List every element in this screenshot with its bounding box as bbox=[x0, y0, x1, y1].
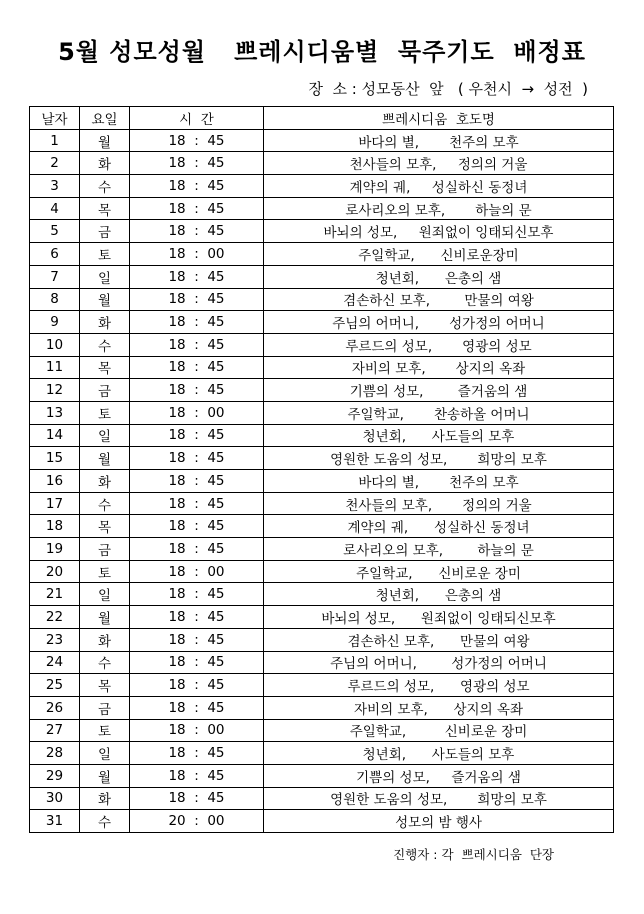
cell-date: 1 bbox=[30, 129, 80, 152]
cell-date: 14 bbox=[30, 424, 80, 447]
table-row bbox=[30, 197, 614, 220]
cell-day: 월 bbox=[80, 129, 130, 152]
cell-time: 18 : 00 bbox=[130, 401, 264, 424]
cell-date: 23 bbox=[30, 628, 80, 651]
cell-date: 28 bbox=[30, 742, 80, 765]
cell-time: 18 : 00 bbox=[130, 560, 264, 583]
cell-date: 4 bbox=[30, 197, 80, 220]
cell-date: 3 bbox=[30, 175, 80, 198]
cell-day: 수 bbox=[80, 492, 130, 515]
cell-time: 18 : 45 bbox=[130, 492, 264, 515]
cell-names: 바다의 별, 천주의 모후 bbox=[264, 129, 614, 152]
cell-day: 토 bbox=[80, 401, 130, 424]
cell-names: 로사리오의 모후, 하늘의 문 bbox=[264, 197, 614, 220]
cell-names: 자비의 모후, 상지의 옥좌 bbox=[264, 356, 614, 379]
cell-date: 2 bbox=[30, 152, 80, 175]
header-names: 쁘레시디움 호도명 bbox=[264, 107, 614, 130]
cell-date: 18 bbox=[30, 515, 80, 538]
cell-date: 30 bbox=[30, 787, 80, 810]
cell-day: 화 bbox=[80, 628, 130, 651]
cell-names: 겸손하신 모후, 만물의 여왕 bbox=[264, 288, 614, 311]
cell-date: 31 bbox=[30, 810, 80, 833]
table-row bbox=[30, 606, 614, 629]
cell-day: 금 bbox=[80, 538, 130, 561]
cell-time: 18 : 45 bbox=[130, 379, 264, 402]
cell-day: 월 bbox=[80, 447, 130, 470]
cell-time: 18 : 45 bbox=[130, 220, 264, 243]
cell-time: 18 : 45 bbox=[130, 152, 264, 175]
cell-date: 25 bbox=[30, 674, 80, 697]
table-row bbox=[30, 764, 614, 787]
cell-time: 18 : 45 bbox=[130, 424, 264, 447]
cell-names: 바뇌의 성모, 원죄없이 잉태되신모후 bbox=[264, 606, 614, 629]
cell-names: 바뇌의 성모, 원죄없이 잉태되신모후 bbox=[264, 220, 614, 243]
table-row bbox=[30, 311, 614, 334]
cell-time: 18 : 45 bbox=[130, 628, 264, 651]
table-row bbox=[30, 129, 614, 152]
table-row bbox=[30, 288, 614, 311]
cell-time: 18 : 45 bbox=[130, 696, 264, 719]
cell-date: 17 bbox=[30, 492, 80, 515]
cell-day: 목 bbox=[80, 674, 130, 697]
table-row bbox=[30, 787, 614, 810]
header-date: 날자 bbox=[30, 107, 80, 130]
cell-names: 청년회, 사도들의 모후 bbox=[264, 742, 614, 765]
cell-time: 18 : 45 bbox=[130, 333, 264, 356]
cell-day: 목 bbox=[80, 515, 130, 538]
cell-day: 금 bbox=[80, 220, 130, 243]
cell-time: 20 : 00 bbox=[130, 810, 264, 833]
table-row bbox=[30, 424, 614, 447]
table-row bbox=[30, 470, 614, 493]
cell-day: 수 bbox=[80, 175, 130, 198]
cell-date: 20 bbox=[30, 560, 80, 583]
cell-names: 계약의 궤, 성실하신 동정녀 bbox=[264, 515, 614, 538]
cell-day: 목 bbox=[80, 356, 130, 379]
cell-date: 5 bbox=[30, 220, 80, 243]
cell-day: 월 bbox=[80, 288, 130, 311]
cell-date: 11 bbox=[30, 356, 80, 379]
cell-date: 15 bbox=[30, 447, 80, 470]
table-row bbox=[30, 719, 614, 742]
cell-time: 18 : 45 bbox=[130, 288, 264, 311]
cell-names: 루르드의 성모, 영광의 성모 bbox=[264, 674, 614, 697]
table-row bbox=[30, 538, 614, 561]
page-title: 5월 성모성월 쁘레시디움별 묵주기도 배정표 bbox=[58, 38, 586, 66]
cell-names: 성모의 밤 행사 bbox=[264, 810, 614, 833]
cell-day: 일 bbox=[80, 424, 130, 447]
cell-names: 주일학교, 신비로운 장미 bbox=[264, 719, 614, 742]
cell-time: 18 : 45 bbox=[130, 470, 264, 493]
cell-day: 토 bbox=[80, 719, 130, 742]
header-day: 요일 bbox=[80, 107, 130, 130]
cell-day: 화 bbox=[80, 470, 130, 493]
cell-time: 18 : 45 bbox=[130, 606, 264, 629]
schedule-table bbox=[29, 106, 614, 833]
table-row bbox=[30, 220, 614, 243]
cell-time: 18 : 00 bbox=[130, 719, 264, 742]
cell-date: 6 bbox=[30, 243, 80, 266]
cell-day: 금 bbox=[80, 696, 130, 719]
cell-names: 주님의 어머니, 성가정의 어머니 bbox=[264, 651, 614, 674]
cell-time: 18 : 45 bbox=[130, 175, 264, 198]
cell-day: 일 bbox=[80, 583, 130, 606]
cell-time: 18 : 45 bbox=[130, 764, 264, 787]
table-row bbox=[30, 401, 614, 424]
table-row bbox=[30, 447, 614, 470]
cell-names: 기쁨의 성모, 즐거움의 샘 bbox=[264, 764, 614, 787]
cell-day: 금 bbox=[80, 379, 130, 402]
schedule-body bbox=[30, 129, 614, 832]
table-row bbox=[30, 628, 614, 651]
cell-time: 18 : 00 bbox=[130, 243, 264, 266]
table-row bbox=[30, 651, 614, 674]
cell-day: 일 bbox=[80, 265, 130, 288]
cell-time: 18 : 45 bbox=[130, 311, 264, 334]
table-row bbox=[30, 175, 614, 198]
cell-date: 16 bbox=[30, 470, 80, 493]
cell-names: 바다의 별, 천주의 모후 bbox=[264, 470, 614, 493]
cell-time: 18 : 45 bbox=[130, 197, 264, 220]
cell-day: 화 bbox=[80, 787, 130, 810]
cell-date: 27 bbox=[30, 719, 80, 742]
cell-date: 13 bbox=[30, 401, 80, 424]
cell-day: 월 bbox=[80, 606, 130, 629]
cell-date: 8 bbox=[30, 288, 80, 311]
cell-names: 로사리오의 모후, 하늘의 문 bbox=[264, 538, 614, 561]
cell-day: 화 bbox=[80, 152, 130, 175]
cell-time: 18 : 45 bbox=[130, 742, 264, 765]
cell-time: 18 : 45 bbox=[130, 356, 264, 379]
cell-names: 자비의 모후, 상지의 옥좌 bbox=[264, 696, 614, 719]
cell-date: 21 bbox=[30, 583, 80, 606]
table-row bbox=[30, 742, 614, 765]
cell-names: 주일학교, 신비로운장미 bbox=[264, 243, 614, 266]
table-row bbox=[30, 583, 614, 606]
table-row bbox=[30, 674, 614, 697]
cell-time: 18 : 45 bbox=[130, 515, 264, 538]
cell-date: 12 bbox=[30, 379, 80, 402]
cell-date: 29 bbox=[30, 764, 80, 787]
cell-day: 목 bbox=[80, 197, 130, 220]
cell-names: 루르드의 성모, 영광의 성모 bbox=[264, 333, 614, 356]
cell-day: 화 bbox=[80, 311, 130, 334]
cell-time: 18 : 45 bbox=[130, 447, 264, 470]
cell-date: 9 bbox=[30, 311, 80, 334]
cell-names: 주일학교, 찬송하올 어머니 bbox=[264, 401, 614, 424]
cell-date: 26 bbox=[30, 696, 80, 719]
cell-day: 수 bbox=[80, 810, 130, 833]
cell-time: 18 : 45 bbox=[130, 674, 264, 697]
cell-names: 청년회, 은총의 샘 bbox=[264, 265, 614, 288]
cell-date: 19 bbox=[30, 538, 80, 561]
cell-names: 천사들의 모후, 정의의 거울 bbox=[264, 152, 614, 175]
table-row bbox=[30, 696, 614, 719]
table-row bbox=[30, 515, 614, 538]
footer-note: 진행자 : 각 쁘레시디움 단장 bbox=[393, 847, 554, 862]
cell-day: 월 bbox=[80, 764, 130, 787]
cell-day: 일 bbox=[80, 742, 130, 765]
cell-names: 영원한 도움의 성모, 희망의 모후 bbox=[264, 787, 614, 810]
table-row bbox=[30, 243, 614, 266]
cell-time: 18 : 45 bbox=[130, 583, 264, 606]
cell-time: 18 : 45 bbox=[130, 129, 264, 152]
cell-day: 수 bbox=[80, 333, 130, 356]
header-time: 시 간 bbox=[130, 107, 264, 130]
cell-date: 10 bbox=[30, 333, 80, 356]
table-row bbox=[30, 333, 614, 356]
cell-names: 주님의 어머니, 성가정의 어머니 bbox=[264, 311, 614, 334]
cell-time: 18 : 45 bbox=[130, 651, 264, 674]
cell-names: 주일학교, 신비로운 장미 bbox=[264, 560, 614, 583]
cell-time: 18 : 45 bbox=[130, 538, 264, 561]
table-row bbox=[30, 265, 614, 288]
cell-day: 수 bbox=[80, 651, 130, 674]
cell-date: 22 bbox=[30, 606, 80, 629]
location-note: 장 소 : 성모동산 앞 ( 우천시 → 성전 ) bbox=[308, 80, 588, 98]
table-row bbox=[30, 379, 614, 402]
table-row bbox=[30, 560, 614, 583]
table-row bbox=[30, 356, 614, 379]
cell-time: 18 : 45 bbox=[130, 787, 264, 810]
cell-names: 기쁨의 성모, 즐거움의 샘 bbox=[264, 379, 614, 402]
cell-names: 겸손하신 모후, 만물의 여왕 bbox=[264, 628, 614, 651]
cell-time: 18 : 45 bbox=[130, 265, 264, 288]
table-header-row bbox=[30, 107, 614, 130]
cell-day: 토 bbox=[80, 243, 130, 266]
table-row bbox=[30, 152, 614, 175]
cell-names: 영원한 도움의 성모, 희망의 모후 bbox=[264, 447, 614, 470]
cell-date: 7 bbox=[30, 265, 80, 288]
cell-day: 토 bbox=[80, 560, 130, 583]
cell-date: 24 bbox=[30, 651, 80, 674]
cell-names: 천사들의 모후, 정의의 거울 bbox=[264, 492, 614, 515]
table-row bbox=[30, 492, 614, 515]
cell-names: 청년회, 은총의 샘 bbox=[264, 583, 614, 606]
cell-names: 계약의 궤, 성실하신 동정녀 bbox=[264, 175, 614, 198]
table-row bbox=[30, 810, 614, 833]
cell-names: 청년회, 사도들의 모후 bbox=[264, 424, 614, 447]
